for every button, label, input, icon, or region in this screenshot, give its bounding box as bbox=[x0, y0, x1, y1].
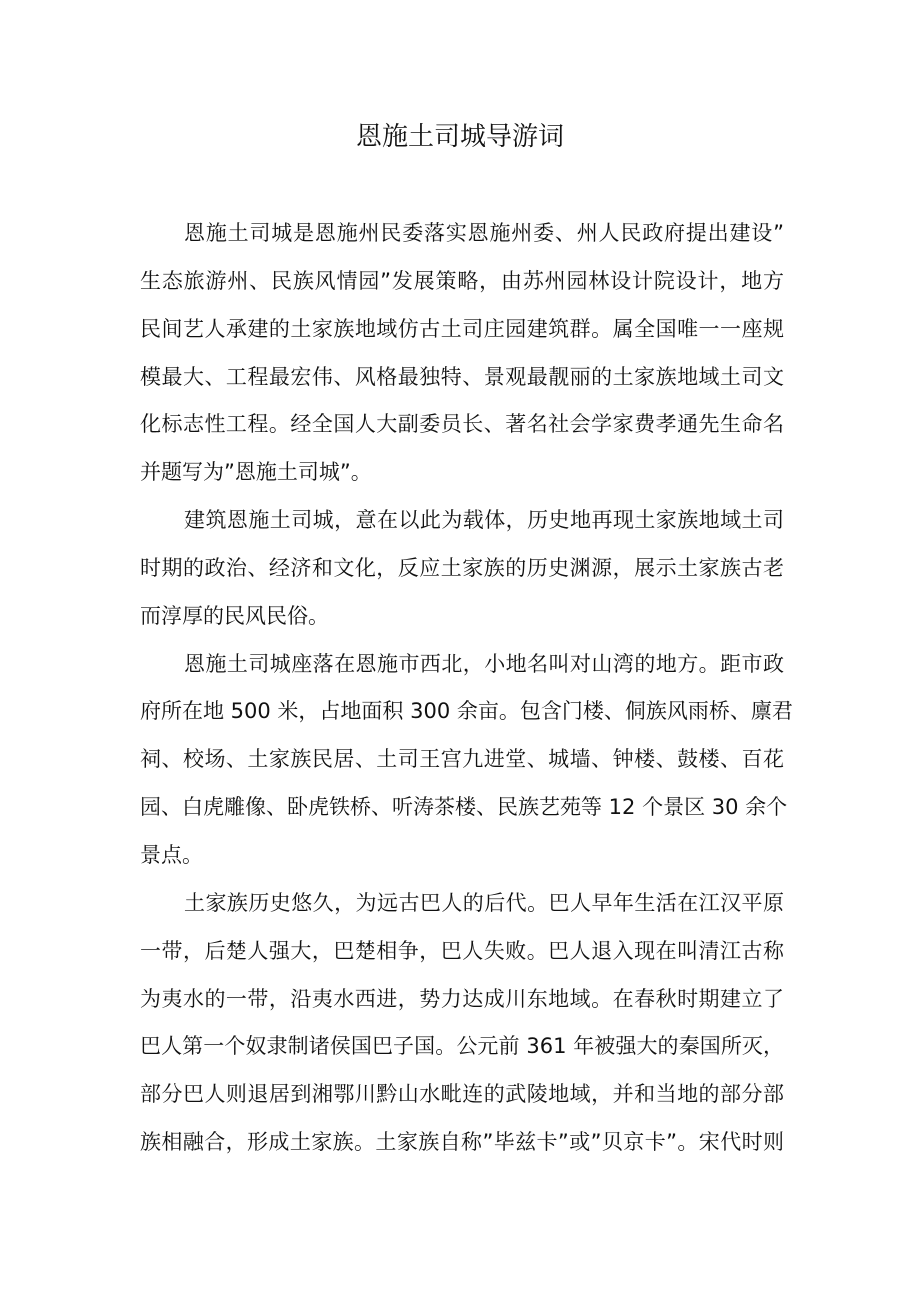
text-line: 一带，后楚人强大，巴楚相争，巴人失败。巴人退入现在叫清江古称 bbox=[140, 938, 784, 963]
document-body bbox=[140, 210, 793, 1167]
text-line: 生态旅游州、民族风情园”发展策略，由苏州园林设计院设计，地方 bbox=[140, 268, 784, 293]
text-line: 恩施土司城是恩施州民委落实恩施州委、州人民政府提出建设” bbox=[184, 221, 784, 245]
text-line: 建筑恩施土司城，意在以此为载体，历史地再现土家族地域土司 bbox=[184, 508, 784, 533]
text-line: 而淳厚的民风民俗。 bbox=[140, 603, 329, 628]
paragraph-2 bbox=[140, 497, 784, 641]
text-line: 时期的政治、经济和文化，反应土家族的历史渊源，展示土家族古老 bbox=[140, 555, 784, 580]
text-line: 巴人第一个奴隶制诸侯国巴子国。公元前 361 年被强大的秦国所灭， bbox=[140, 1034, 784, 1059]
text-line: 族相融合，形成土家族。土家族自称”毕兹卡”或”贝京卡”。宋代时则 bbox=[140, 1130, 784, 1155]
text-line: 恩施土司城座落在恩施市西北，小地名叫对山湾的地方。距市政 bbox=[184, 651, 784, 676]
text-line: 模最大、工程最宏伟、风格最独特、景观最靓丽的土家族地域土司文 bbox=[140, 364, 784, 389]
text-line: 民间艺人承建的土家族地域仿古土司庄园建筑群。属全国唯一一座规 bbox=[140, 316, 784, 341]
paragraph-4 bbox=[140, 880, 784, 1167]
paragraph-3 bbox=[140, 641, 793, 880]
text-line: 为夷水的一带，沿夷水西进，势力达成川东地域。在春秋时期建立了 bbox=[140, 986, 784, 1011]
paragraph-1 bbox=[140, 210, 784, 497]
text-line: 部分巴人则退居到湘鄂川黔山水毗连的武陵地域，并和当地的部分部 bbox=[140, 1082, 784, 1107]
text-line: 园、白虎雕像、卧虎铁桥、听涛茶楼、民族艺苑等 12 个景区 30 余个 bbox=[140, 795, 788, 820]
text-line: 祠、校场、土家族民居、土司王宫九进堂、城墙、钟楼、鼓楼、百花 bbox=[140, 747, 784, 772]
text-line: 化标志性工程。经全国人大副委员长、著名社会学家费孝通先生命名 bbox=[140, 412, 784, 437]
text-line: 景点。 bbox=[140, 842, 203, 867]
text-line: 并题写为”恩施土司城”。 bbox=[140, 460, 372, 485]
text-line: 府所在地 500 米，占地面积 300 余亩。包含门楼、侗族风雨桥、廪君 bbox=[140, 699, 793, 724]
text-line: 土家族历史悠久，为远古巴人的后代。巴人早年生活在江汉平原 bbox=[184, 890, 784, 915]
document-title: 恩施土司城导游词 bbox=[355, 122, 564, 152]
